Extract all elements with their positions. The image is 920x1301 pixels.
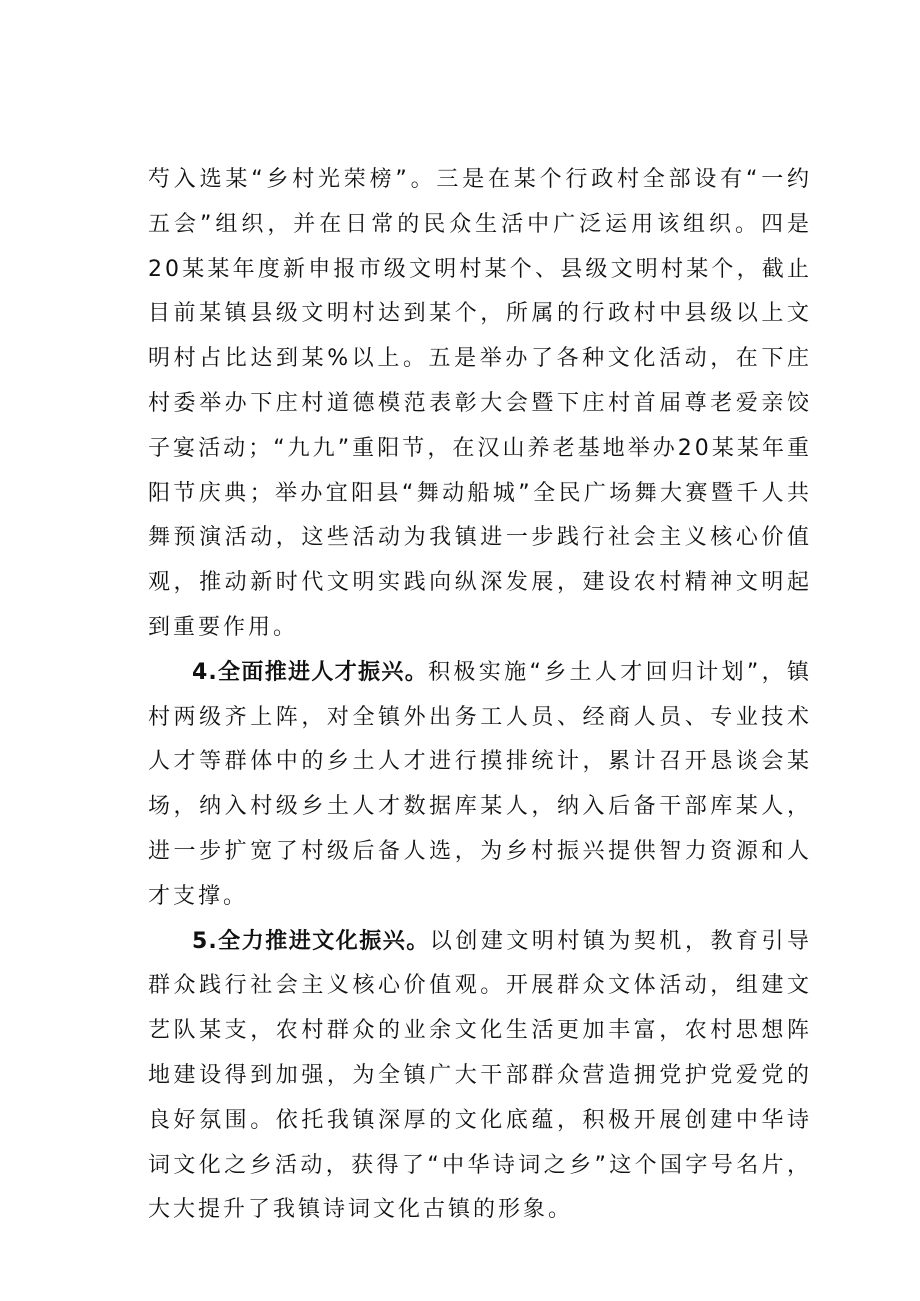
paragraph-text: 积极实施“乡土人才回归计划”，镇村两级齐上阵，对全镇外出务工人员、经商人员、专业技术人才等群体中的乡土人才进行摸排统计，累计召开恳谈会某场，纳入村级乡土人才数据库某人，纳入后备干部库某人，进一步扩宽了村级后备人选，为乡村振兴提供智力资源和人才支撑。 — [148, 659, 813, 909]
section-number: 4 — [192, 659, 209, 685]
paragraph-text: 芍入选某“乡村光荣榜”。三是在某个行政村全部设有“一约五会”组织，并在日常的民众生活中广泛运用该组织。四是20某某年度新申报市级文明村某个、县级文明村某个，截止目前某镇县级文明村达到某个，所属的行政村中县级以上文明村占比达到某%以上。五是举办了各种文化活动，在下庄村委举办下庄村道德模范表彰大会暨下庄村首届尊老爱亲饺子宴活动；“九九”重阳节，在汉山养老基地举办20某某年重阳节庆典；举办宜阳县“舞动船城”全民广场舞大赛暨千人共舞预演活动，这些活动为我镇进一步践行社会主义核心价值观，推动新时代文明实践向纵深发展，建设农村精神文明起到重要作用。 — [148, 167, 812, 640]
paragraph-talent-revitalization — [148, 651, 812, 920]
paragraph-continuation — [148, 158, 812, 651]
section-heading: .全面推进人才振兴。 — [208, 659, 429, 685]
paragraph-culture-revitalization — [148, 920, 812, 1234]
document-body — [148, 158, 812, 1233]
section-number: 5 — [192, 928, 209, 954]
paragraph-text: 以创建文明村镇为契机，教育引导群众践行社会主义核心价值观。开展群众文体活动，组建文艺队某支，农村群众的业余文化生活更加丰富，农村思想阵地建设得到加强，为全镇广大干部群众营造拥党护党爱党的良好氛围。依托我镇深厚的文化底蕴，积极开展创建中华诗词文化之乡活动，获得了“中华诗词之乡”这个国字号名片，大大提升了我镇诗词文化古镇的形象。 — [148, 928, 812, 1223]
section-heading: .全力推进文化振兴。 — [208, 928, 430, 954]
